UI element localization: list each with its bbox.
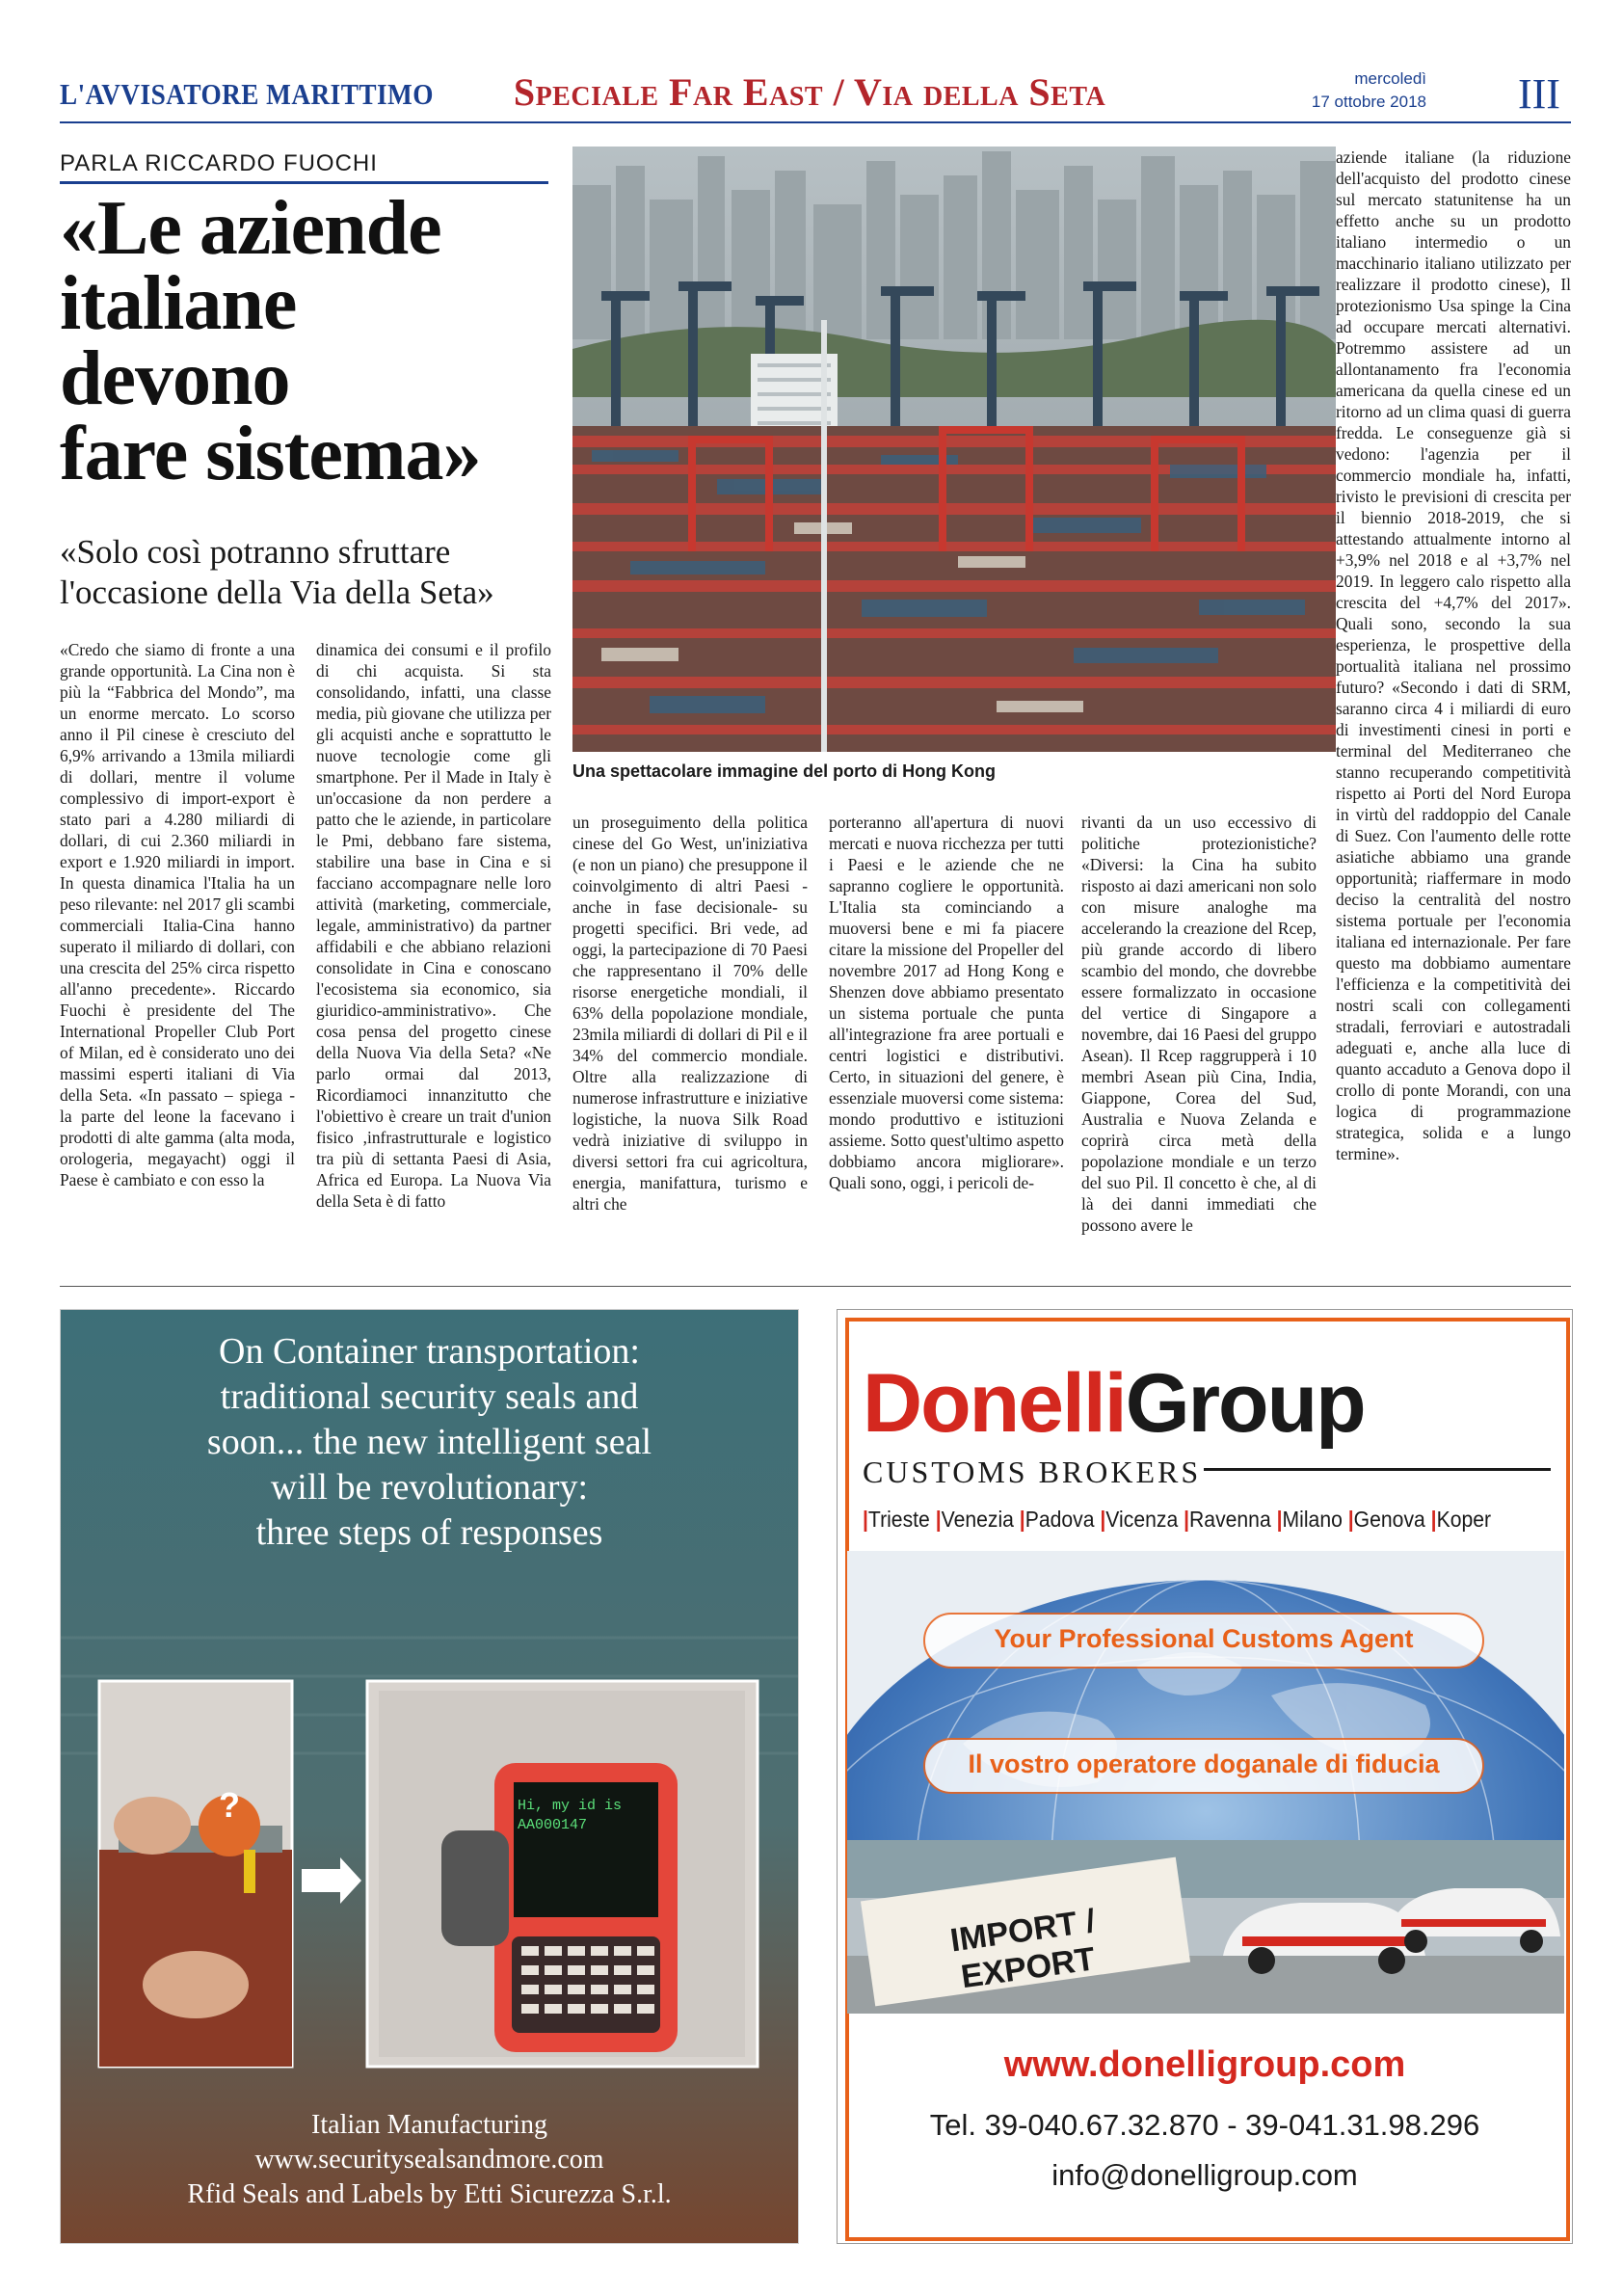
ad-headline-line: soon... the new intelligent seal xyxy=(206,1422,652,1462)
article-subhead: «Solo così potranno sfruttare l'occasione della Via della Seta» xyxy=(60,533,494,611)
headline-line: italiane xyxy=(60,261,297,346)
banner-english: Your Professional Customs Agent xyxy=(994,1624,1414,1653)
donelli-website[interactable]: www.donelligroup.com xyxy=(1003,2044,1406,2085)
section-title: Speciale Far East / Via della Seta xyxy=(513,70,1106,114)
city: Milano xyxy=(1282,1507,1343,1532)
ad-footer-website[interactable]: www.securitysealsandmore.com xyxy=(254,2145,604,2175)
ad-headline-line: traditional security seals and xyxy=(220,1376,639,1417)
logo-group: Group xyxy=(1125,1357,1365,1450)
donelli-logo xyxy=(863,1357,1365,1450)
article-column-6: aziende italiane (la riduzione dell'acquisto del prodotto cinese sul mercato statunitense ha un effetto anche su un prodotto italiano intermedio o un macchinario italiano utilizzato per realizzare il prodotto cinese), Il protezionismo Usa spinge la Cina ad occupare mercati alternativi. Potremmo assistere ad un allontanamento fra l'economia americana da quella cinese ed un ritorno ad un clima quasi di guerra fredda. Le conseguenze già si vedono: l'agenzia per il commercio mondiale ha, infatti, rivisto le previsioni di crescita per il biennio 2018-2019, che si attestando attualmente intorno al +3,9% nel 2018 e al +3,7% nel 2019. In leggero calo rispetto alla crescita del +4,7% del 2017». Quali sono, secondo la sua esperienza, le prospettive della portualità italiana nel prossimo futuro? «Secondo i dati di SRM, saranno circa 4 i miliardi di euro di investimenti cinesi in porti e terminal del Mediterraneo che stanno recuperando competitività rispetto ai Porti del Nord Europa in virtù del raddoppio del Canale di Suez. Con l'aumento delle rotte asiatiche abbiamo una grande opportunità; riaffermare in modo deciso la centralità del nostro sistema portuale per l'economia italiana ed internazionale. Per fare questo ma dobbiamo aumentare l'efficienza e la competitività dei nostri scali con collegamenti stradali, ferroviari e autostradali adeguati e, anche alla luce di quanto accaduto a Genova dopo il crollo di ponte Morandi, con una logica di programmazione strategica, solida e a lungo termine». xyxy=(1336,147,1571,1163)
device-screen-line: AA000147 xyxy=(518,1817,588,1833)
article-column-4: porteranno all'apertura di nuovi mercati e nuova ricchezza per tutti i Paesi e le aziende che ne sapranno cogliere le opportunità. L'Italia sta cominciando a muoversi bene e mi fa piacere citare la missione del Propeller del novembre 2017 ad Hong Kong e Shenzen dove abbiamo presentato un sistema portuale che punta all'integrazione fra aree portuali e centri logistici e distributivi. Certo, in situazioni del genere, è essenziale muoversi come sistema: mondo produttivo e istituzioni assieme. Sotto quest'ultimo aspetto dobbiamo ancora migliorare». Quali sono, oggi, i pericoli de- xyxy=(829,813,1064,1192)
ad-headline xyxy=(61,1329,798,1556)
donelli-group-ad xyxy=(837,1309,1573,2244)
photo-caption: Una spettacolare immagine del porto di Hong Kong xyxy=(572,761,997,781)
ad-headline-line: will be revolutionary: xyxy=(270,1467,589,1508)
city: Genova xyxy=(1353,1507,1425,1532)
city: Ravenna xyxy=(1189,1507,1271,1532)
device-screen xyxy=(518,1797,652,1835)
issue-date xyxy=(1263,67,1426,114)
city: Koper xyxy=(1436,1507,1492,1532)
ad-footer-manufacturing: Italian Manufacturing xyxy=(311,2110,547,2140)
city: Venezia xyxy=(941,1507,1014,1532)
article-headline xyxy=(60,186,561,496)
globe-illustration xyxy=(847,1551,1564,1840)
header-divider xyxy=(60,121,1571,123)
headline-line: devono xyxy=(60,336,290,421)
logo-donelli: Donelli xyxy=(863,1357,1126,1450)
city: Trieste xyxy=(867,1507,930,1532)
city: Padova xyxy=(1024,1507,1095,1532)
article-kicker: PARLA RICCARDO FUOCHI xyxy=(60,150,378,176)
tagline-rule xyxy=(1204,1468,1551,1471)
port-illustration xyxy=(572,147,1336,752)
issue-day: mercoledì xyxy=(1354,69,1426,88)
masthead: L'AVVISATORE MARITTIMO xyxy=(60,77,434,111)
logo-tagline: CUSTOMS BROKERS xyxy=(863,1455,1202,1489)
headline-line: «Le aziende xyxy=(60,186,441,271)
article-column-2: dinamica dei consumi e il profilo di chi acquista. Si sta consolidando, infatti, una classe media, più giovane che utilizza per gli acquisti anche e soprattutto le nuove tecnologie come gli smartphone. Per il Made in Italy è un'occasione da non perdere a patto che le aziende, in particolare le Pmi, debbano fare sistema, stabilire una base in Cina e si facciano accompagnare nelle loro attività (marketing, commerciale, legale, amministrativo) da partner affidabili e che abbiano relazioni consolidate in Cina e conoscano l'ecosistema sia economico, sia giuridico-amministrativo». Che cosa pensa del progetto cinese della Nuova Via della Seta? «Ne parlo ormai dal 2013, Ricordiamoci innanzitutto che l'obiettivo è creare un trait d'union fisico ,infrastrutturale e logistico tra più di settanta Paesi di Asia, Africa ed Europa. La Nuova Via della Seta è di fatto xyxy=(316,640,551,1211)
headline-line: fare sistema» xyxy=(60,412,481,496)
article-column-5: rivanti da un uso eccessivo di politiche protezionistiche? «Diversi: la Cina ha subito risposto ai dazi americani non solo con misure analoghe ma accelerando la creazione del Rcep, più grande accordo di libero scambio del mondo, che dovrebbe essere formalizzato in occasione del vertice di Singapore a novembre, dai 16 Paesi del gruppo Asean). Il Rcep raggrupperà i 10 membri Asean più Cina, India, Giappone, Corea del Sud, Australia e Nuova Zelanda e coprirà circa metà della popolazione mondiale e un terzo del suo Pil. Il concetto è che, al di là dei danni immediati che possono avere le xyxy=(1081,813,1317,1235)
banner-italian: Il vostro operatore doganale di fiducia xyxy=(968,1749,1440,1778)
import-export-sign: IMPORT / EXPORT xyxy=(947,1902,1098,1996)
ad-headline-line: On Container transportation: xyxy=(219,1331,640,1372)
kicker-divider xyxy=(60,181,548,184)
question-mark: ? xyxy=(219,1785,240,1825)
page-number: III xyxy=(1518,70,1560,118)
security-seals-ad xyxy=(60,1309,799,2244)
ad-footer-company: Rfid Seals and Labels by Etti Sicurezza S.r.l. xyxy=(187,2179,672,2209)
donelli-phone[interactable]: Tel. 39-040.67.32.870 - 39-041.31.98.296 xyxy=(929,2108,1480,2142)
article-column-3: un proseguimento della politica cinese del Go West, un'iniziativa (e non un piano) che presuppone il coinvolgimento di altri Paesi -anche in fase decisionale- su progetti specifici. Bri vede, ad oggi, la partecipazione di 70 Paesi che rappresentano il 70% delle risorse energetiche mondiali, il 63% della popolazione mondiale, 23mila miliardi di dollari di Pil e il 34% del commercio mondiale. Oltre alla realizzazione di numerose infrastrutture e iniziative logistiche, la nuova Silk Road vedrà iniziative di sviluppo in diversi settori fra cui agricoltura, energia, manifattura, turismo e altri che xyxy=(572,813,808,1214)
ad-headline-line: three steps of responses xyxy=(255,1512,603,1553)
donelli-email[interactable]: info@donelligroup.com xyxy=(1051,2158,1358,2192)
device-screen-line: Hi, my id is xyxy=(518,1798,623,1814)
office-cities: |Trieste |Venezia |Padova |Vicenza |Ravenna |Milano |Genova |Koper xyxy=(863,1507,1492,1532)
issue-date-value: 17 ottobre 2018 xyxy=(1311,93,1426,111)
article-column-1: «Credo che siamo di fronte a una grande opportunità. La Cina non è più la “Fabbrica del Mondo”, ma un enorme mercato. Lo scorso anno il Pil cinese è cresciuto del 6,9% arrivando a 13mila miliardi di dollari, mentre il volume complessivo di import-export è stato pari a 4.280 miliardi di dollari, di cui 2.360 miliardi in export e 1.920 miliardi in import. In questa dinamica l'Italia ha un peso rilevante: nel 2017 gli scambi commerciali Italia-Cina hanno superato il miliardo di dollari, con una crescita del 25% circa rispetto all'anno precedente». Riccardo Fuochi è presidente del The International Propeller Club Port of Milan, ed è considerato uno dei massimi esperti italiani di Via della Seta. «In passato – spiega - la parte del leone la facevano i prodotti di alte gamma (alta moda, orologeria, megayacht) oggi il Paese è cambiato e con esso la xyxy=(60,640,295,1189)
ads-divider xyxy=(60,1286,1571,1287)
city: Vicenza xyxy=(1105,1507,1179,1532)
hong-kong-port-photo xyxy=(572,147,1336,752)
